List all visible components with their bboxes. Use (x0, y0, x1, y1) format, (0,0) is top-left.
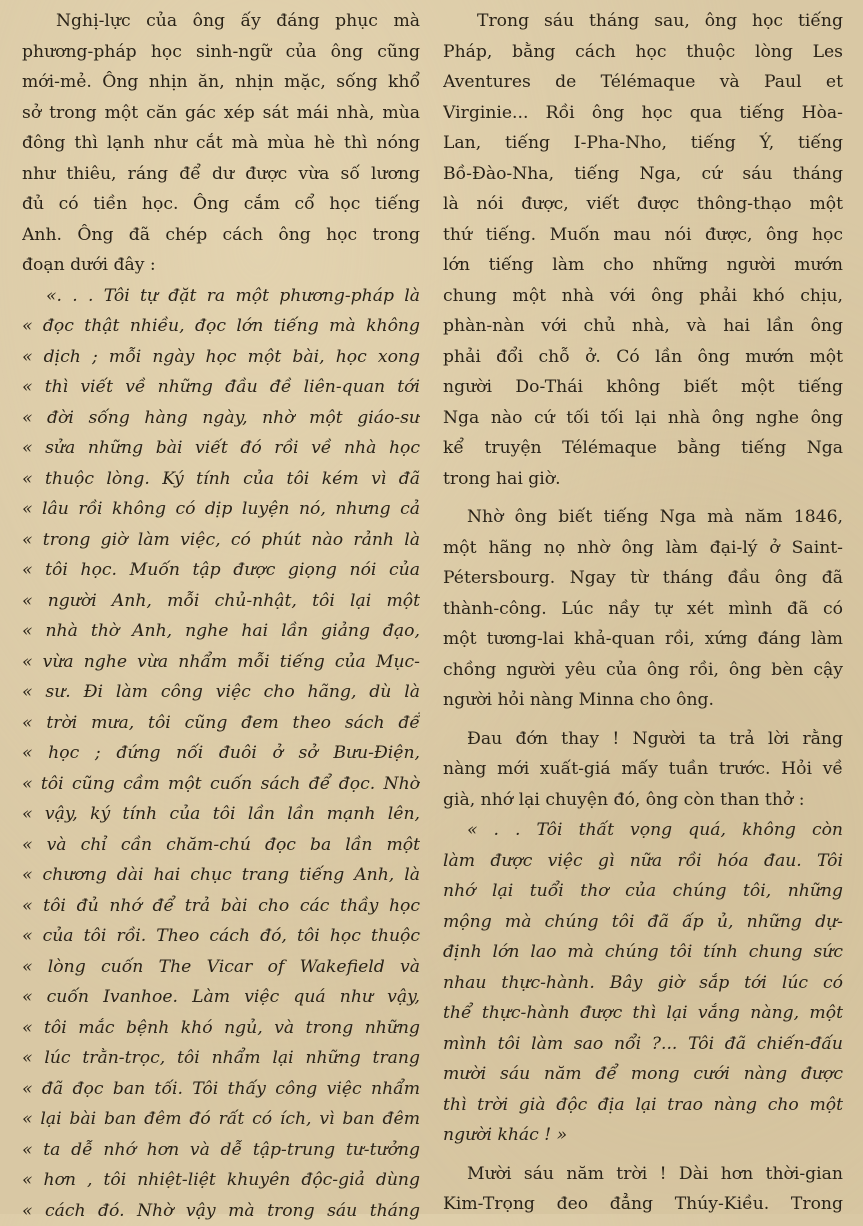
quote-line: « cuốn Ivanhoe. Làm việc quá như vậy, (22, 982, 420, 1013)
text-line: lớn tiếng làm cho những người mướn (443, 250, 843, 281)
text-line: người hỏi nàng Minna cho ông. (443, 685, 843, 716)
text-line: già, nhớ lại chuyện đó, ông còn than thở : (443, 785, 843, 816)
right-column (443, 6, 843, 1220)
quote-line: « lúc trằn-trọc, tôi nhẩm lại những trang (22, 1043, 420, 1074)
text-line: thứ tiếng. Muốn mau nói được, ông học (443, 220, 843, 251)
quote-line: nhau thực-hành. Bây giờ sắp tới lúc có (443, 968, 843, 999)
quote-line: « chương dài hai chục trang tiếng Anh, là (22, 860, 420, 891)
text-line: phàn-nàn với chủ nhà, và hai lần ông (443, 311, 843, 342)
text-line: Đau đớn thay ! Người ta trả lời rằng (443, 724, 843, 755)
text-line: mới-mẻ. Ông nhịn ăn, nhịn mặc, sống khổ (22, 67, 420, 98)
left-column (22, 6, 420, 1226)
quote-line: « sư. Đi làm công việc cho hãng, dù là (22, 677, 420, 708)
text-line: kể truyện Télémaque bằng tiếng Nga (443, 433, 843, 464)
text-line: đông thì lạnh như cắt mà mùa hè thì nóng (22, 128, 420, 159)
text-line: đủ có tiền học. Ông cắm cổ học tiếng (22, 189, 420, 220)
quote-line: « lâu rồi không có dịp luyện nó, nhưng cả (22, 494, 420, 525)
text-line: một hãng nọ nhờ ông làm đại-lý ở Saint- (443, 533, 843, 564)
quote-line: người khác ! » (443, 1120, 843, 1151)
text-line: Bồ-Đào-Nha, tiếng Nga, cứ sáu tháng (443, 159, 843, 190)
text-line: người Do-Thái không biết một tiếng (443, 372, 843, 403)
quote-line: « đọc thật nhiều, đọc lớn tiếng mà không (22, 311, 420, 342)
quote-line: mộng mà chúng tôi đã ấp ủ, những dự- (443, 907, 843, 938)
quote-line: « tôi cũng cầm một cuốn sách để đọc. Nhờ (22, 769, 420, 800)
quote-line: « trời mưa, tôi cũng đem theo sách để (22, 708, 420, 739)
text-line: trong hai giờ. (443, 464, 843, 495)
paragraph-gap (443, 716, 843, 724)
quote-line: « . . Tôi thất vọng quá, không còn (443, 815, 843, 846)
quote-line: mười sáu năm để mong cưới nàng được (443, 1059, 843, 1090)
text-line: Mười sáu năm trời ! Dài hơn thời-gian (443, 1159, 843, 1190)
quote-line: « hơn , tôi nhiệt-liệt khuyên độc-giả dùng (22, 1165, 420, 1196)
quote-line: « thuộc lòng. Ký tính của tôi kém vì đã (22, 464, 420, 495)
paragraph-gap (443, 1151, 843, 1159)
quote-line: định lớn lao mà chúng tôi tính chung sức (443, 937, 843, 968)
quote-line: « tôi mắc bệnh khó ngủ, và trong những (22, 1013, 420, 1044)
quote-line: « đã đọc ban tối. Tôi thấy công việc nhẩm (22, 1074, 420, 1105)
quote-line: « ta dễ nhớ hơn và dễ tập-trung tư-tưởng (22, 1135, 420, 1166)
text-line: Pétersbourg. Ngay từ tháng đầu ông đã (443, 563, 843, 594)
text-line: phải đổi chỗ ở. Có lần ông mướn một (443, 342, 843, 373)
text-line: chung một nhà với ông phải khó chịu, (443, 281, 843, 312)
quote-line: «. . . Tôi tự đặt ra một phương-pháp là (22, 281, 420, 312)
quote-line: « dịch ; mỗi ngày học một bài, học xong (22, 342, 420, 373)
text-line: Nghị-lực của ông ấy đáng phục mà (22, 6, 420, 37)
text-line: Kim-Trọng đeo đẳng Thúy-Kiều. Trong (443, 1189, 843, 1220)
quote-line: « nhà thờ Anh, nghe hai lần giảng đạo, (22, 616, 420, 647)
quote-line: « đời sống hàng ngày, nhờ một giáo-sư (22, 403, 420, 434)
quote-line: « vậy, ký tính của tôi lần lần mạnh lên, (22, 799, 420, 830)
text-line: Virginie... Rồi ông học qua tiếng Hòa- (443, 98, 843, 129)
text-line: Pháp, bằng cách học thuộc lòng Les (443, 37, 843, 68)
quote-line: « thì viết về những đầu đề liên-quan tới (22, 372, 420, 403)
quote-line: « sửa những bài viết đó rồi về nhà học (22, 433, 420, 464)
text-line: Aventures de Télémaque và Paul et (443, 67, 843, 98)
quote-line: « vừa nghe vừa nhẩm mỗi tiếng của Mục- (22, 647, 420, 678)
quote-line: « tôi đủ nhớ để trả bài cho các thầy học (22, 891, 420, 922)
quote-line: thể thực-hành được thì lại vắng nàng, một (443, 998, 843, 1029)
text-line: phương-pháp học sinh-ngữ của ông cũng (22, 37, 420, 68)
text-line: một tương-lai khả-quan rồi, xứng đáng làm (443, 624, 843, 655)
text-line: Anh. Ông đã chép cách ông học trong (22, 220, 420, 251)
text-line: là nói được, viết được thông-thạo một (443, 189, 843, 220)
text-line: Nga nào cứ tối tối lại nhà ông nghe ông (443, 403, 843, 434)
text-line: thành-công. Lúc nầy tự xét mình đã có (443, 594, 843, 625)
quote-line: « học ; đứng nối đuôi ở sở Bưu-Điện, (22, 738, 420, 769)
quote-line: « và chỉ cần chăm-chú đọc ba lần một (22, 830, 420, 861)
quote-line: mình tôi làm sao nổi ?... Tôi đã chiến-đấu (443, 1029, 843, 1060)
quote-line: « tôi học. Muốn tập được giọng nói của (22, 555, 420, 586)
text-line: chồng người yêu của ông rồi, ông bèn cậy (443, 655, 843, 686)
quote-line: thì trời già độc địa lại trao nàng cho một (443, 1090, 843, 1121)
quote-line: « cách đó. Nhờ vậy mà trong sáu tháng (22, 1196, 420, 1226)
quote-line: « lòng cuốn The Vicar of Wakefield và (22, 952, 420, 983)
quote-line: « trong giờ làm việc, có phút nào rảnh là (22, 525, 420, 556)
text-line: Lan, tiếng I-Pha-Nho, tiếng Ý, tiếng (443, 128, 843, 159)
text-line: đoạn dưới đây : (22, 250, 420, 281)
text-line: Trong sáu tháng sau, ông học tiếng (443, 6, 843, 37)
quote-line: nhớ lại tuổi thơ của chúng tôi, những (443, 876, 843, 907)
text-line: sở trong một căn gác xép sát mái nhà, mùa (22, 98, 420, 129)
text-line: Nhờ ông biết tiếng Nga mà năm 1846, (443, 502, 843, 533)
quote-line: « người Anh, mỗi chủ-nhật, tôi lại một (22, 586, 420, 617)
quote-line: làm được việc gì nữa rồi hóa đau. Tôi (443, 846, 843, 877)
text-line: nàng mới xuất-giá mấy tuần trước. Hỏi về (443, 754, 843, 785)
text-line: như thiêu, ráng để dư được vừa số lương (22, 159, 420, 190)
quote-line: « của tôi rồi. Theo cách đó, tôi học thuộc (22, 921, 420, 952)
paragraph-gap (443, 494, 843, 502)
quote-line: « lại bài ban đêm đó rất có ích, vì ban đêm (22, 1104, 420, 1135)
